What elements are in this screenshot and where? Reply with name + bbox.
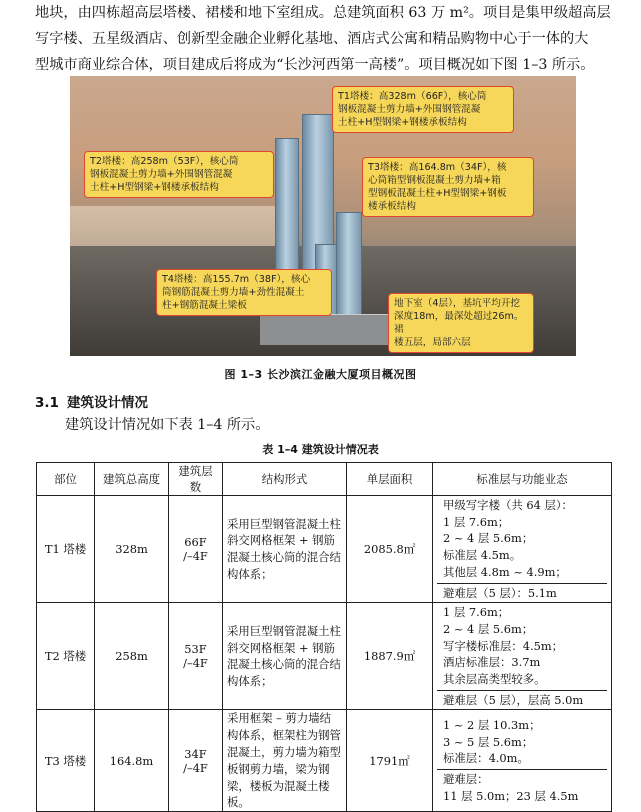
table-header-row (37, 463, 612, 496)
cell-part: T3 塔楼 (37, 710, 95, 812)
intro-line-2: 写字楼、五星级酒店、创新型金融企业孵化基地、酒店式公寓和精品购物中心于一体的大 (35, 31, 589, 47)
header-function: 标准层与功能业态 (433, 463, 612, 496)
callout-t4: T4塔楼：高155.7m（38F），核心 筒钢筋混凝土剪力墙+劲性混凝土 柱+钢筋混凝土梁板 (156, 269, 332, 316)
cell-height: 258m (95, 603, 169, 710)
header-height: 建筑总高度 (95, 463, 169, 496)
callout-t2: T2塔楼：高258m（53F），核心筒 钢板混凝土剪力墙+外围钢管混凝 土柱+H型钢梁+钢楼承板结构 (84, 151, 274, 198)
cell-floors: 34F /–4F (169, 710, 223, 812)
header-floors: 建筑层数 (169, 463, 223, 496)
table-row (37, 496, 612, 603)
cell-function: 甲级写字楼（共 64 层）： 1 层 7.6m； 2 ~ 4 层 5.6m； 标准层 4.5m。 其他层 4.8m ~ 4.9m； 避难层（5 层）：5.1m (433, 496, 612, 603)
cell-part: T1 塔楼 (37, 496, 95, 603)
callout-basement: 地下室（4层），基坑平均开挖 深度18m，最深处超过26m。裙 楼五层，局部六层 (388, 293, 534, 353)
cell-floors: 53F /–4F (169, 603, 223, 710)
section-heading (35, 391, 148, 411)
cell-function: 1 ~ 2 层 10.3m； 3 ~ 5 层 5.6m； 标准层：4.0m。 避难层： 11 层 5.0m；23 层 4.5m (433, 710, 612, 812)
cell-structure: 采用框架 – 剪力墙结构体系，框架柱为钢管混凝土，剪力墙为箱型板钢剪力墙，梁为钢梁，楼板为混凝土楼板。 (223, 710, 347, 812)
cell-structure: 采用巨型钢管混凝土柱斜交网格框架 + 钢筋混凝土核心筒的混合结构体系； (223, 496, 347, 603)
callout-t1: T1塔楼：高328m（66F），核心筒 钢板混凝土剪力墙+外围钢管混凝 土柱+H型钢梁+钢楼承板结构 (332, 86, 514, 133)
cell-height: 164.8m (95, 710, 169, 812)
table-row (37, 603, 612, 710)
figure-caption: 图 1–3 长沙滨江金融大厦项目概况图 (224, 368, 417, 381)
section-intro: 建筑设计情况如下表 1–4 所示。 (65, 417, 270, 433)
section-title: 建筑设计情况 (67, 395, 148, 411)
cell-part: T2 塔楼 (37, 603, 95, 710)
cell-height: 328m (95, 496, 169, 603)
intro-paragraph (35, 0, 625, 78)
table-row (37, 710, 612, 812)
cell-area: 1887.9㎡ (347, 603, 433, 710)
intro-line-1: 地块，由四栋超高层塔楼、裙楼和地下室组成。总建筑面积 63 万 m²。项目是集甲级超高层 (35, 5, 611, 21)
header-structure: 结构形式 (223, 463, 347, 496)
intro-line-3: 型城市商业综合体，项目建成后将成为“长沙河西第一高楼”。项目概况如下图 1–3 所示。 (35, 57, 595, 73)
cell-area: 1791㎡ (347, 710, 433, 812)
callout-t3: T3塔楼：高164.8m（34F），核 心筒箱型钢板混凝土剪力墙+箱 型钢板混凝土柱+H型钢梁+钢板 楼承板结构 (362, 157, 534, 217)
cell-area: 2085.8㎡ (347, 496, 433, 603)
header-area: 单层面积 (347, 463, 433, 496)
table-caption: 表 1–4 建筑设计情况表 (262, 443, 379, 456)
podium-shape (260, 314, 390, 345)
header-part: 部位 (37, 463, 95, 496)
cell-structure: 采用巨型钢管混凝土柱斜交网格框架 + 钢筋混凝土核心筒的混合结构体系； (223, 603, 347, 710)
cell-floors: 66F /–4F (169, 496, 223, 603)
building-design-table (36, 462, 612, 812)
section-number: 3.1 (35, 395, 59, 411)
cell-function: 1 层 7.6m； 2 ~ 4 层 5.6m； 写字楼标准层：4.5m； 酒店标准层：3.7m 其余层高类型较多。 避难层（5 层），层高 5.0m (433, 603, 612, 710)
